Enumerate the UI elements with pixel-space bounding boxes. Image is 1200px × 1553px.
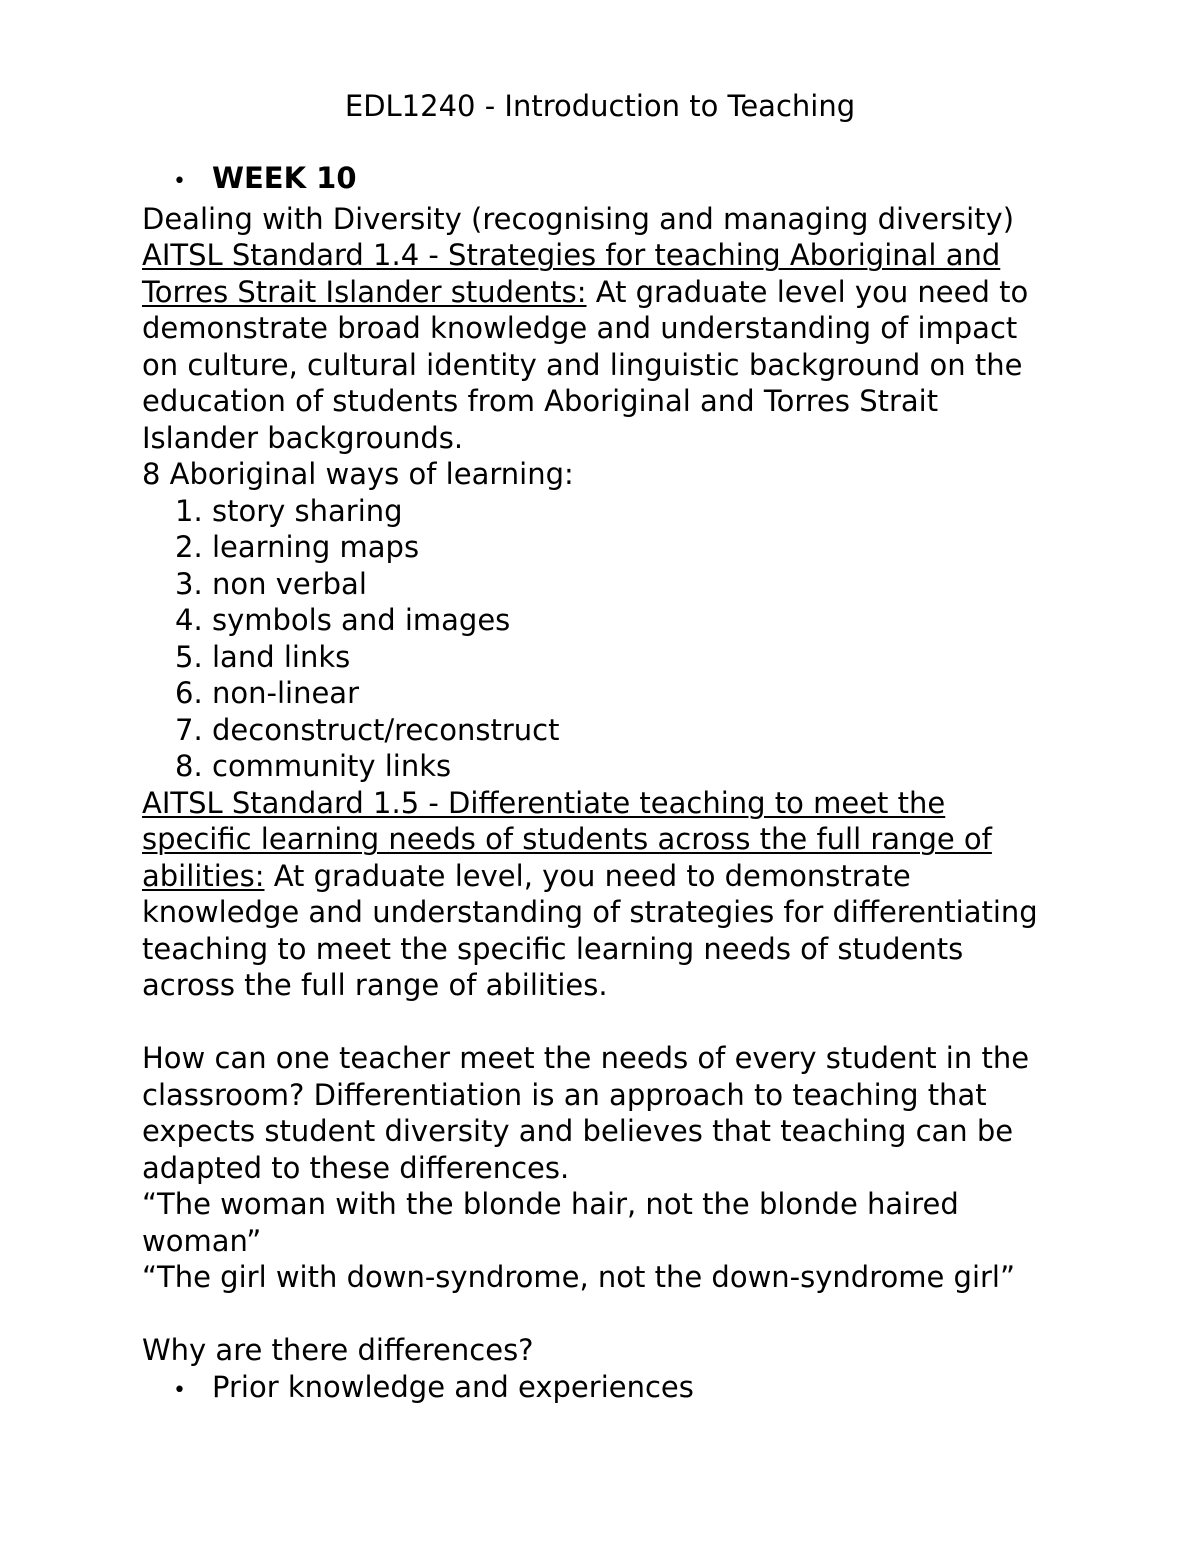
list-item-number: 6. xyxy=(175,676,203,710)
differences-question: Why are there differences? xyxy=(142,1333,534,1367)
list-item-text: non verbal xyxy=(212,566,367,601)
list-item-text: deconstruct/reconstruct xyxy=(212,712,560,747)
week-label: WEEK 10 xyxy=(212,161,357,195)
list-item-text: community links xyxy=(212,749,452,783)
list-item xyxy=(142,748,1062,785)
list-item xyxy=(142,566,1062,603)
standard-1-5-heading: AITSL Standard 1.5 - Differentiate teaching to meet the specific learning needs of students across the full range of abilities: xyxy=(142,785,992,893)
week-topic: Dealing with Diversity (recognising and managing diversity) xyxy=(142,201,1015,236)
standard-1-4-paragraph xyxy=(142,237,1062,456)
list-item-text: symbols and images xyxy=(212,603,511,637)
list-item-number: 2. xyxy=(175,530,203,564)
list-item-number: 3. xyxy=(175,566,203,601)
standard-1-5-text: At graduate level, you need to demonstrate knowledge and understanding of strategies for differentiating teaching to meet the specific learning needs of students across the full range of abilities. xyxy=(142,858,1038,1002)
ways-list xyxy=(142,493,1062,785)
list-item-text: non-linear xyxy=(212,676,359,710)
list-item xyxy=(142,493,1062,530)
list-item xyxy=(142,639,1062,676)
standard-1-4-text: At graduate level you need to demonstrate broad knowledge and understanding of impact on culture, cultural identity and linguistic background on the education of students from Aboriginal and Torres Strait Islander backgrounds. xyxy=(142,274,1029,455)
list-item xyxy=(142,602,1062,639)
differences-bullet-item xyxy=(142,1369,1062,1410)
list-item-text: land links xyxy=(212,639,351,674)
differences-bullet-text: Prior knowledge and experiences xyxy=(212,1369,694,1404)
list-item xyxy=(142,712,1062,749)
list-item-number: 8. xyxy=(175,749,203,783)
blank-line xyxy=(142,1004,1062,1041)
standard-1-5-paragraph xyxy=(142,785,1062,1004)
page-title: EDL1240 - Introduction to Teaching xyxy=(344,89,856,123)
bullet-icon: • xyxy=(173,1377,186,1403)
list-item xyxy=(142,675,1062,712)
blank-line xyxy=(142,1296,1062,1333)
quote-1: “The woman with the blonde hair, not the blonde haired woman” xyxy=(142,1187,959,1258)
list-item-text: story sharing xyxy=(212,493,403,528)
standard-1-4-heading: AITSL Standard 1.4 - Strategies for teaching Aboriginal and Torres Strait Islander students: xyxy=(142,238,1001,309)
list-item-number: 5. xyxy=(175,639,203,674)
week-bullet-item xyxy=(142,160,1062,201)
list-item-number: 4. xyxy=(175,603,203,637)
differentiation-paragraph: How can one teacher meet the needs of every student in the classroom? Differentiation is an approach to teaching that expects student diversity and believes that teaching can be adapted to these differences. xyxy=(142,1041,1030,1185)
list-item-text: learning maps xyxy=(212,530,420,564)
quote-2: “The girl with down-syndrome, not the down-syndrome girl” xyxy=(142,1260,1016,1294)
bullet-icon: • xyxy=(173,169,186,194)
list-item-number: 7. xyxy=(175,712,203,747)
list-item xyxy=(142,529,1062,566)
ways-intro: 8 Aboriginal ways of learning: xyxy=(142,457,574,491)
document-body xyxy=(142,160,1062,1409)
list-item-number: 1. xyxy=(175,493,203,528)
